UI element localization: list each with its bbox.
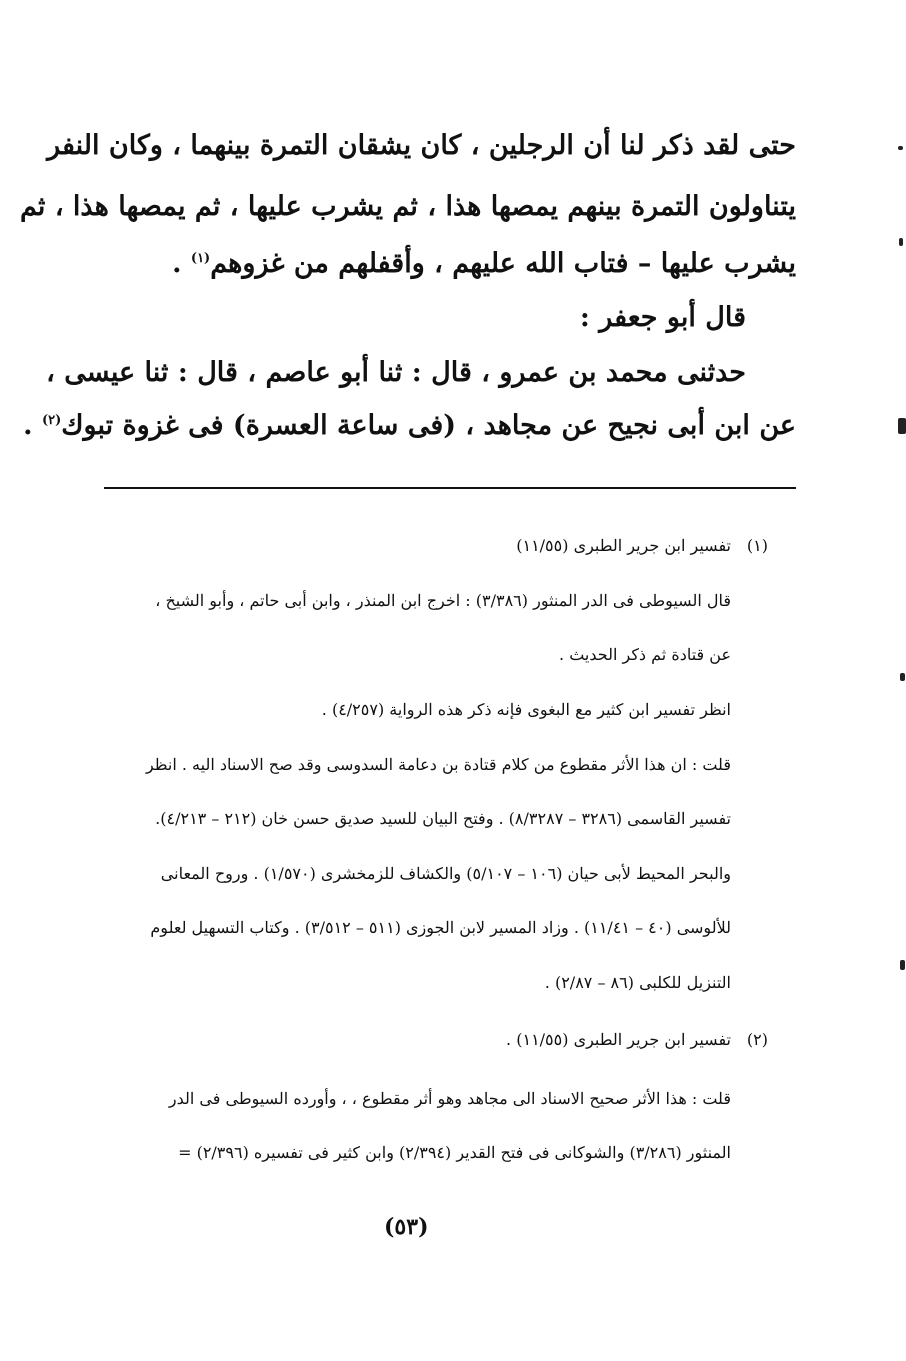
footnote-ref-1: (١): [190, 251, 211, 266]
main-text-line-6: [23, 410, 796, 441]
footnote-1-line-7: والبحر المحيط لأبى حيان (١٠٦ – ٥/١٠٧) والكشاف للزمخشرى (١/٥٧٠) . وروح المعانى: [160, 864, 731, 883]
scan-speck-5: [900, 960, 905, 970]
main-text-line-4: قال أبو جعفر :: [579, 302, 746, 333]
footnote-1-line-2: قال السيوطى فى الدر المنثور (٣/٣٨٦) : اخرج ابن المنذر ، وابن أبى حاتم ، وأبو الشيخ ،: [155, 591, 731, 610]
footnote-1-line-5: قلت : ان هذا الأثر مقطوع من كلام قتادة بن دعامة السدوسى وقد صح الاسناد اليه . انظر: [145, 755, 731, 774]
footnote-ref-2: (٢): [41, 413, 62, 428]
footnote-2-line-1: تفسير ابن جرير الطبرى (١١/٥٥) .: [506, 1030, 731, 1049]
scan-speck-4: [900, 673, 905, 681]
footnote-2-line-2: قلت : هذا الأثر صحيح الاسناد الى مجاهد وهو أثر مقطوع ، ، وأورده السيوطى فى الدر: [168, 1089, 731, 1108]
footnote-1-line-3: عن قتادة ثم ذكر الحديث .: [559, 645, 731, 664]
footnote-1-number: (١): [746, 536, 768, 555]
footnote-separator: [104, 487, 796, 489]
main-text-line-6-body: عن ابن أبى نجيح عن مجاهد ، (فى ساعة العسرة) فى غزوة تبوك: [61, 410, 796, 441]
page-number: (٥٣): [384, 1214, 429, 1240]
footnote-1-line-1: تفسير ابن جرير الطبرى (١١/٥٥): [516, 536, 731, 555]
main-text-line-2: يتناولون التمرة بينهم يمصها هذا ، ثم يشرب عليها ، ثم يمصها هذا ، ثم: [19, 191, 796, 222]
end-mark-2: .: [23, 410, 33, 441]
footnote-2-number: (٢): [746, 1030, 768, 1049]
footnote-1-line-8: للألوسى (٤٠ – ١١/٤١) . وزاد المسير لابن الجوزى (٥١١ – ٣/٥١٢) . وكتاب التسهيل لعلوم: [150, 918, 731, 937]
scan-speck-3: [898, 418, 906, 434]
footnote-1-line-6: تفسير القاسمى (٣٢٨٦ – ٨/٣٢٨٧) . وفتح البيان للسيد صديق حسن خان (٢١٢ – ٤/٢١٣).: [155, 809, 731, 828]
footnote-1-line-4: انظر تفسير ابن كثير مع البغوى فإنه ذكر هذه الرواية (٤/٢٥٧) .: [321, 700, 731, 719]
main-text-line-3: [172, 248, 796, 279]
scan-speck-1: [898, 146, 903, 150]
footnote-1-line-9: التنزيل للكلبى (٨٦ – ٢/٨٧) .: [544, 973, 731, 992]
end-mark: .: [172, 248, 182, 279]
main-text-line-3-body: يشرب عليها – فتاب الله عليهم ، وأقفلهم من غزوهم: [210, 248, 796, 279]
footnote-2-line-3: المنثور (٣/٢٨٦) والشوكانى فى فتح القدير (٢/٣٩٤) وابن كثير فى تفسيره (٢/٣٩٦) =: [178, 1143, 731, 1162]
main-text-line-5: حدثنى محمد بن عمرو ، قال : ثنا أبو عاصم ، قال : ثنا عيسى ،: [46, 357, 746, 388]
main-text-line-1: حتى لقد ذكر لنا أن الرجلين ، كان يشقان التمرة بينهما ، وكان النفر: [47, 130, 796, 161]
scan-speck-2: [899, 238, 903, 246]
